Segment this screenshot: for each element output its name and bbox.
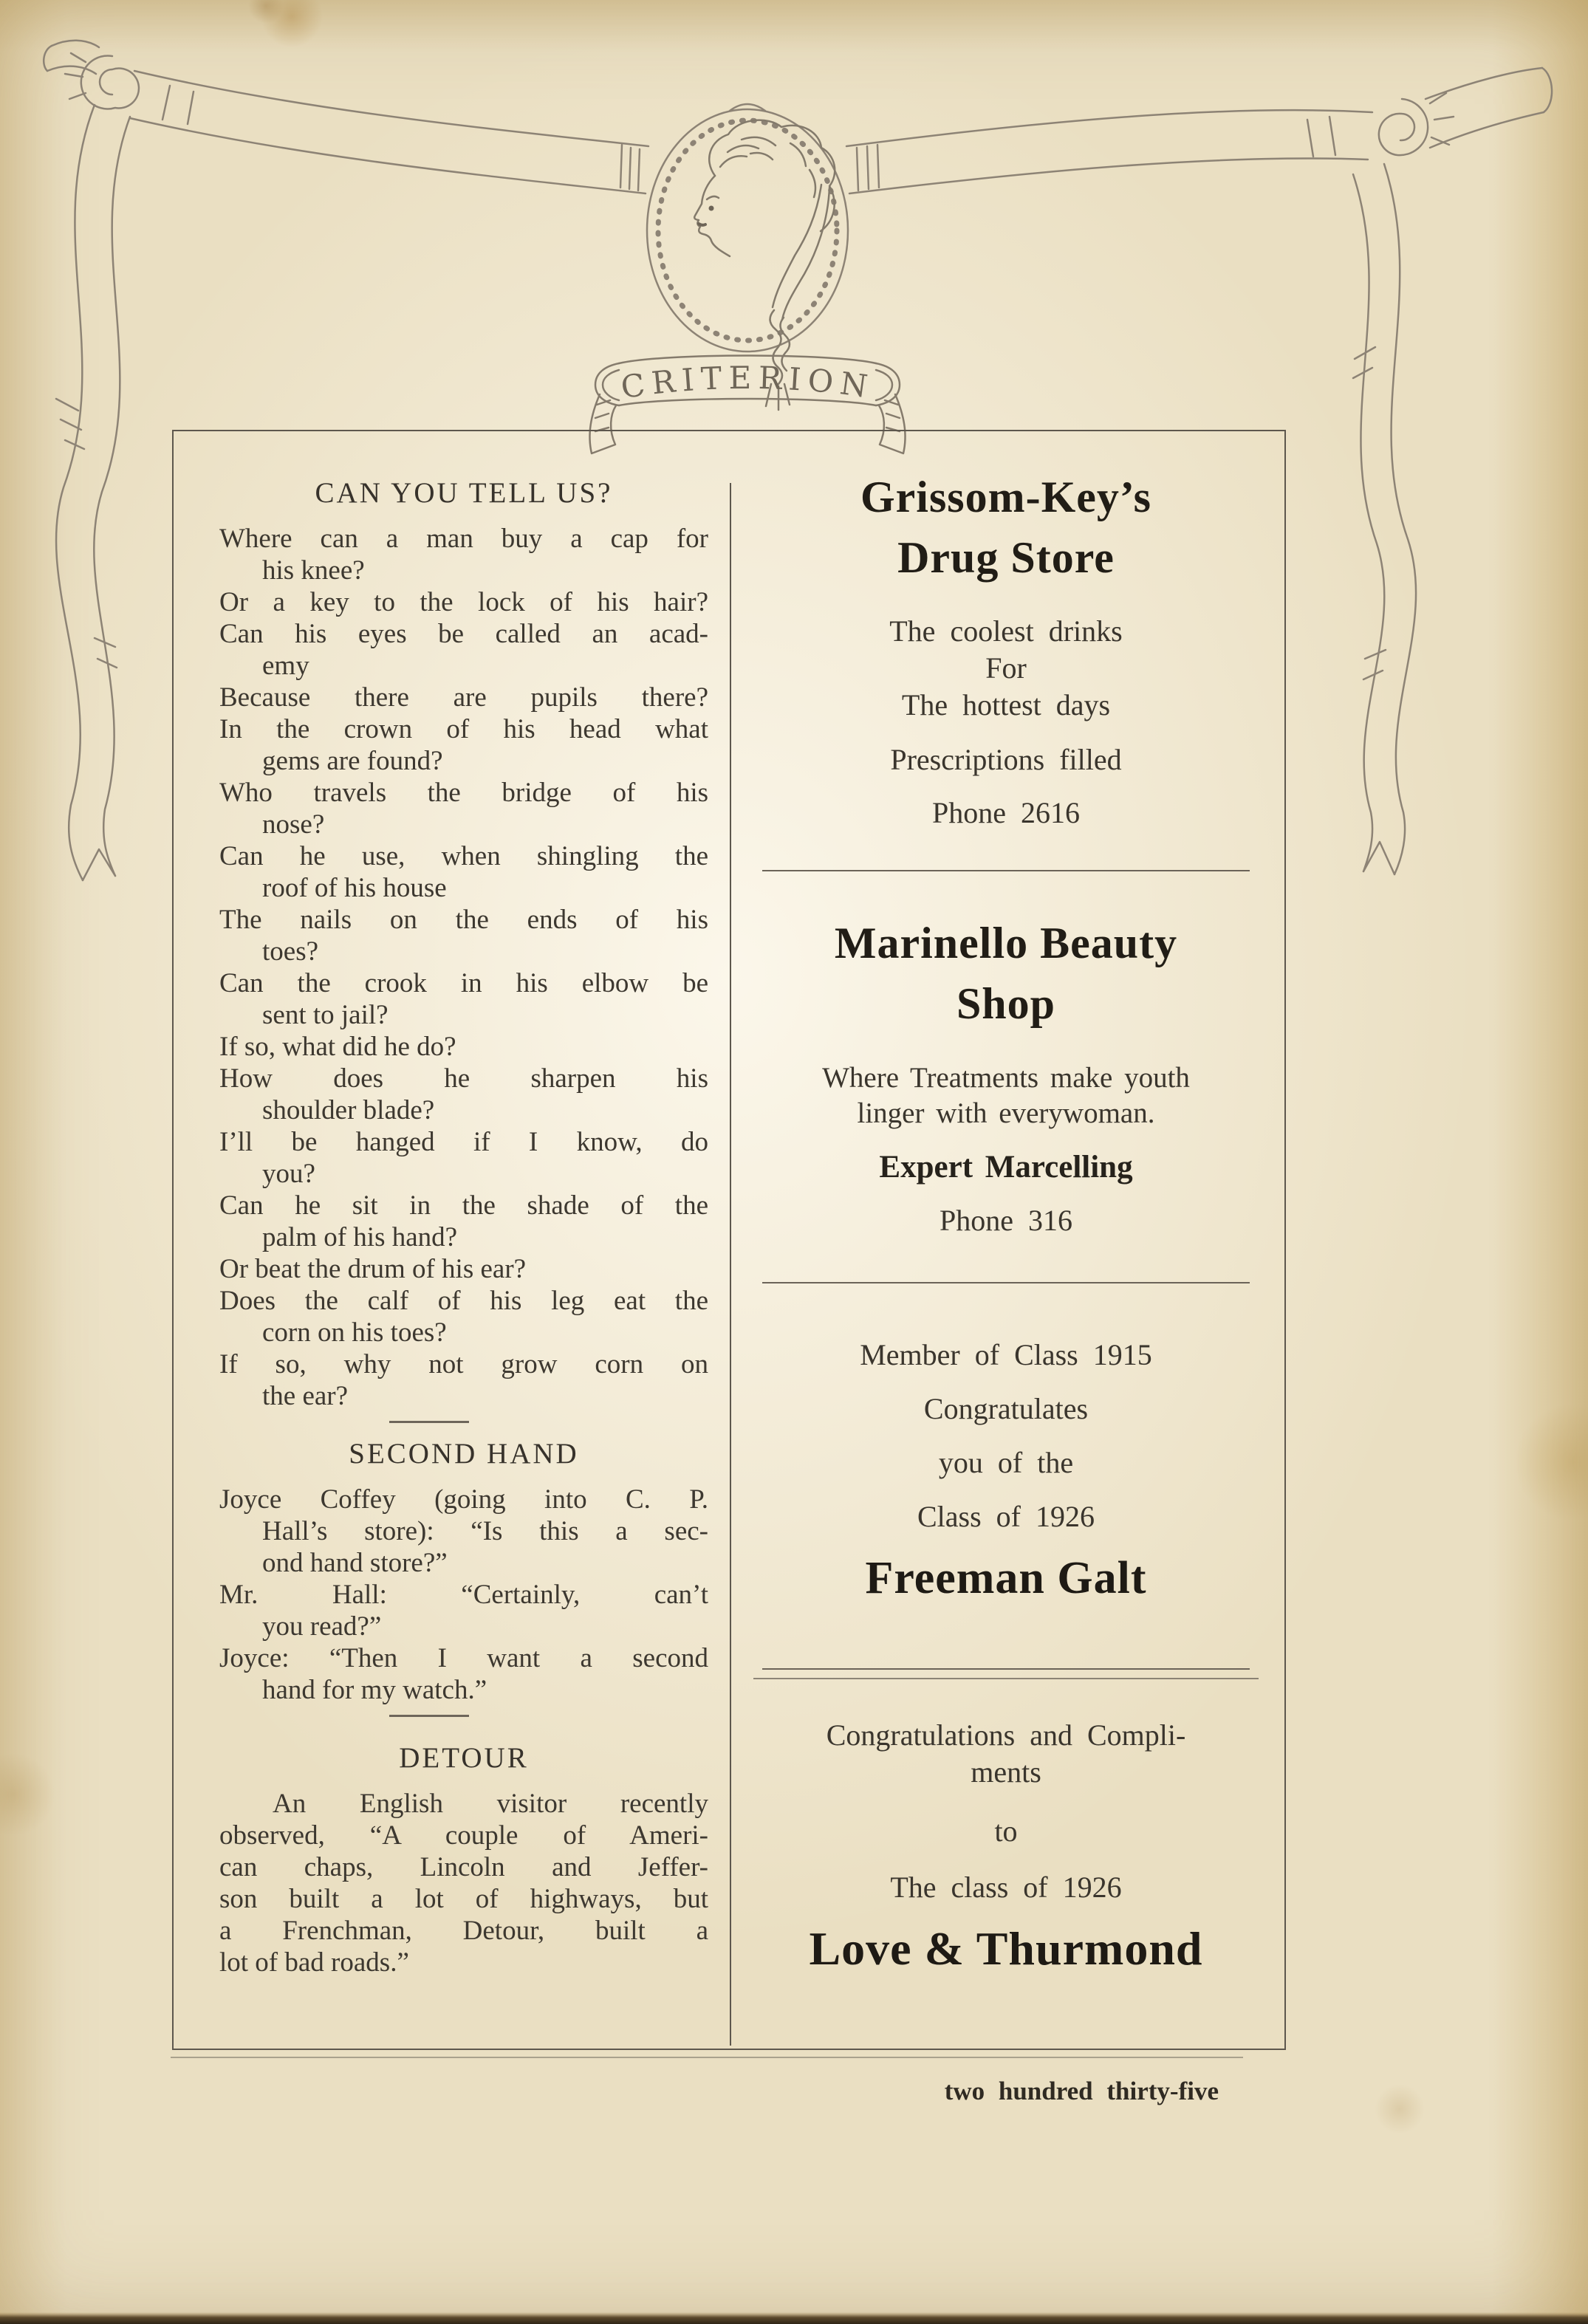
text-line: toes? bbox=[262, 936, 319, 967]
ad-text-line: linger with everywoman. bbox=[857, 1097, 1155, 1129]
section-title-can-you-tell-us: CAN YOU TELL US? bbox=[315, 477, 613, 509]
ad-title bbox=[756, 913, 1256, 1034]
ad-text-line: you of the bbox=[938, 1446, 1074, 1479]
emblem-banner-label: CRITERION bbox=[618, 359, 877, 406]
text-line: Or beat the drum of his ear? bbox=[219, 1254, 527, 1284]
ad-title bbox=[756, 467, 1256, 588]
section-divider bbox=[389, 1715, 469, 1717]
text-line: Joyce Coffey (going into C. P. bbox=[219, 1484, 708, 1515]
text-line: shoulder blade? bbox=[262, 1095, 435, 1125]
left-corner-ribbon-icon bbox=[44, 41, 99, 74]
text-line: you read?” bbox=[262, 1611, 382, 1642]
section-title-second-hand: SECOND HAND bbox=[349, 1438, 579, 1470]
ad-text-line: Member of Class 1915 bbox=[860, 1338, 1152, 1371]
text-line: The nails on the ends of his bbox=[219, 905, 708, 935]
text-line: Hall’s store): “Is this a sec- bbox=[262, 1516, 708, 1546]
ad-text-line: The class of 1926 bbox=[890, 1871, 1122, 1904]
text-line: you? bbox=[262, 1159, 315, 1189]
text-line: sent to jail? bbox=[262, 1000, 389, 1030]
text-line: An English visitor recently bbox=[273, 1789, 708, 1819]
ad-text-line: to bbox=[994, 1814, 1018, 1848]
ad-text-line: ments bbox=[971, 1755, 1041, 1789]
ad-subhead: Expert Marcelling bbox=[879, 1150, 1133, 1185]
ad-divider bbox=[762, 1282, 1250, 1283]
text-line: Can the crook in his elbow be bbox=[219, 968, 708, 998]
ad-divider-double bbox=[762, 1668, 1250, 1670]
can-you-tell-us-lines bbox=[219, 523, 708, 1412]
text-line: can chaps, Lincoln and Jeffer- bbox=[219, 1852, 708, 1882]
text-line: I’ll be hanged if I know, do bbox=[219, 1127, 708, 1157]
ad-title-line: Shop bbox=[956, 979, 1056, 1028]
ad-text-line: Class of 1926 bbox=[917, 1500, 1095, 1533]
left-horizontal-ribbon-icon bbox=[130, 71, 648, 193]
text-line: observed, “A couple of Ameri- bbox=[219, 1820, 708, 1851]
page-bottom-edge bbox=[0, 2312, 1588, 2324]
text-line: Can he use, when shingling the bbox=[219, 841, 708, 871]
ad-text-line: Prescriptions filled bbox=[890, 743, 1122, 776]
text-line: ond hand store?” bbox=[262, 1548, 448, 1578]
ad-text-line: Where Treatments make youth bbox=[822, 1062, 1190, 1094]
text-line: his knee? bbox=[262, 555, 365, 586]
text-line: If so, why not grow corn on bbox=[219, 1349, 708, 1379]
section-divider bbox=[389, 1421, 469, 1423]
text-line: lot of bad roads.” bbox=[219, 1947, 409, 1978]
text-line: Does the calf of his leg eat the bbox=[219, 1286, 708, 1316]
second-hand-lines bbox=[219, 1484, 708, 1706]
text-line: the ear? bbox=[262, 1381, 349, 1411]
ad-text-line: Congratulations and Compli- bbox=[826, 1718, 1186, 1752]
jokes-column bbox=[219, 474, 708, 1978]
ad-phone-line: Phone 2616 bbox=[932, 796, 1080, 829]
ad-title-line: Grissom-Key’s bbox=[860, 473, 1152, 521]
ad-freeman-galt bbox=[756, 1337, 1256, 1609]
woman-profile-icon bbox=[694, 120, 835, 410]
text-line: In the crown of his head what bbox=[219, 714, 708, 744]
ad-tagline bbox=[756, 1060, 1256, 1131]
text-line: son built a lot of highways, but bbox=[219, 1884, 708, 1914]
text-line: Mr. Hall: “Certainly, can’t bbox=[219, 1580, 708, 1610]
ad-grissom-key-drug-store bbox=[756, 467, 1256, 832]
ad-text-line: The coolest drinks bbox=[889, 614, 1123, 648]
column-divider bbox=[730, 483, 731, 2046]
ad-sponsor-name: Love & Thurmond bbox=[809, 1922, 1203, 1975]
ad-phone-line: Phone 316 bbox=[940, 1204, 1072, 1237]
text-line: Can he sit in the shade of the bbox=[219, 1190, 708, 1221]
text-line: emy bbox=[262, 651, 309, 681]
text-line: Who travels the bridge of his bbox=[219, 778, 708, 808]
right-ribbon-tail-icon bbox=[1353, 164, 1416, 874]
text-line: Or a key to the lock of his hair? bbox=[219, 587, 708, 617]
right-corner-ribbon-icon bbox=[1426, 68, 1552, 148]
text-line: Where can a man buy a cap for bbox=[219, 524, 708, 554]
text-line: Can his eyes be called an acad- bbox=[219, 619, 708, 649]
ad-text-line: The hottest days bbox=[901, 688, 1111, 721]
text-line: corn on his toes? bbox=[262, 1317, 447, 1348]
ad-title-line: Drug Store bbox=[897, 533, 1115, 582]
ad-marinello-beauty-shop bbox=[756, 913, 1256, 1239]
ad-sponsor-name: Freeman Galt bbox=[865, 1553, 1147, 1603]
text-line: a Frenchman, Detour, built a bbox=[219, 1916, 708, 1946]
ad-text-line: For bbox=[985, 651, 1027, 685]
text-line: Joyce: “Then I want a second bbox=[219, 1643, 708, 1673]
text-line: Because there are pupils there? bbox=[219, 682, 708, 713]
text-line: How does he sharpen his bbox=[219, 1063, 708, 1094]
ads-column bbox=[756, 467, 1256, 1981]
text-line: If so, what did he do? bbox=[219, 1032, 456, 1062]
left-ribbon-tail-icon bbox=[56, 105, 130, 880]
ad-title-line: Marinello Beauty bbox=[834, 919, 1178, 967]
page-number: two hundred thirty-five bbox=[944, 2077, 1219, 2105]
text-line: gems are found? bbox=[262, 746, 443, 776]
left-rosette-icon bbox=[65, 53, 139, 109]
text-line: nose? bbox=[262, 809, 325, 840]
content-border-box bbox=[172, 430, 1286, 2050]
medallion-icon bbox=[647, 104, 848, 352]
ad-divider bbox=[762, 870, 1250, 871]
text-line: palm of his hand? bbox=[262, 1222, 458, 1252]
section-title-detour: DETOUR bbox=[399, 1742, 529, 1774]
right-rosette-icon bbox=[1379, 93, 1454, 155]
text-line: roof of his house bbox=[262, 873, 447, 903]
detour-lines bbox=[219, 1788, 708, 1978]
text-line: hand for my watch.” bbox=[262, 1675, 487, 1705]
ad-love-and-thurmond bbox=[756, 1717, 1256, 1981]
right-horizontal-ribbon-icon bbox=[846, 110, 1372, 193]
ad-text-line: Congratulates bbox=[923, 1392, 1089, 1425]
